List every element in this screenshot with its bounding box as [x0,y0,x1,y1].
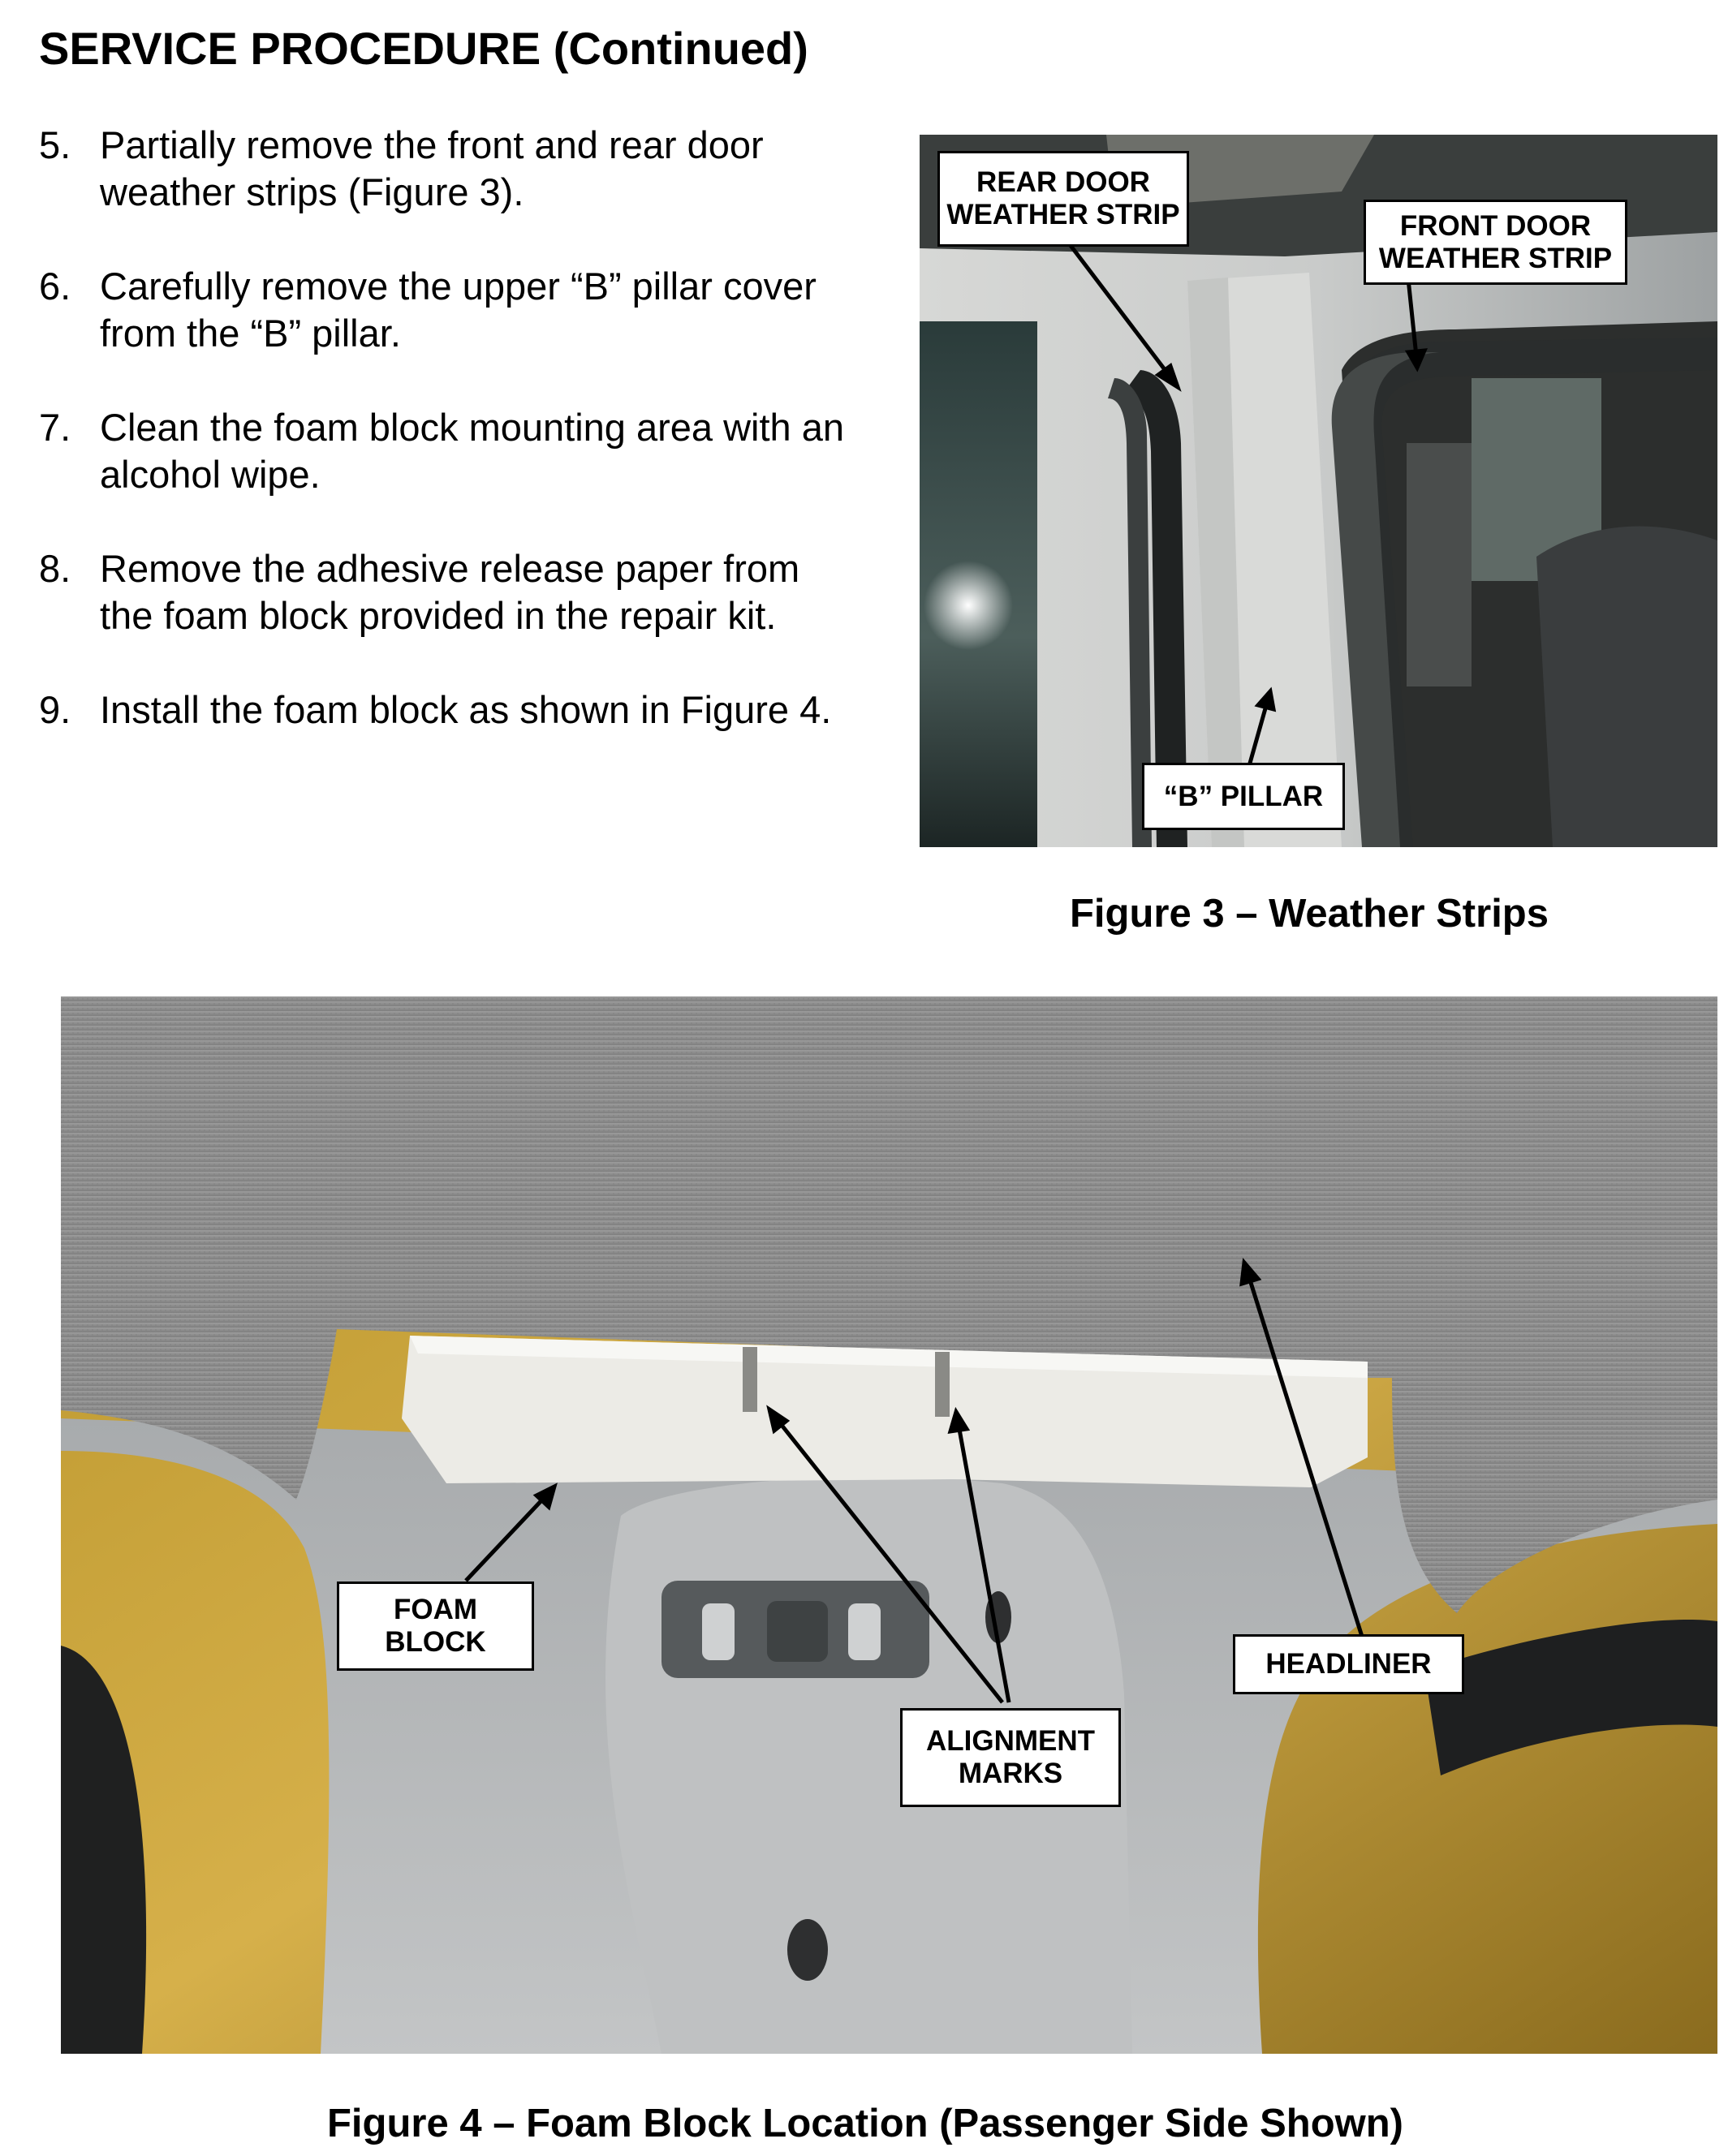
step-item [39,263,859,357]
callout-text: WEATHER STRIP [1378,242,1613,274]
step-text: Carefully remove the upper “B” pillar cover from the “B” pillar. [100,265,817,355]
step-text: Install the foam block as shown in Figure 4. [100,688,832,731]
callout-text: BLOCK [385,1626,486,1658]
callout-text: REAR DOOR [976,166,1150,198]
callout-text: FOAM [393,1594,478,1625]
callout-text: MARKS [958,1758,1063,1789]
figure-3-caption: Figure 3 – Weather Strips [1070,892,1549,936]
step-item [39,404,859,498]
step-item [39,686,859,734]
callout-headliner [1233,1634,1464,1694]
page-title: SERVICE PROCEDURE (Continued) [39,23,808,74]
step-item [39,122,859,216]
step-number: 7. [39,406,71,449]
step-number: 5. [39,123,71,166]
callout-front-door-weather-strip [1364,200,1627,285]
callout-text: WEATHER STRIP [946,199,1180,230]
callout-text: HEADLINER [1265,1648,1432,1680]
callout-foam-block [337,1581,534,1671]
step-text: Clean the foam block mounting area with an alcohol wipe. [100,406,845,496]
procedure-steps [39,122,859,781]
callout-rear-door-weather-strip [937,151,1189,247]
step-number: 9. [39,688,71,731]
figure-4-caption: Figure 4 – Foam Block Location (Passenger Side Shown) [327,2102,1403,2145]
callout-text: ALIGNMENT [925,1725,1096,1757]
callout-text: “B” PILLAR [1163,780,1324,812]
step-number: 6. [39,265,71,308]
figure-3-photo [920,135,1717,847]
step-number: 8. [39,547,71,590]
callout-b-pillar [1142,763,1345,830]
figure-4-photo [61,996,1717,2054]
step-text: Partially remove the front and rear door weather strips (Figure 3). [100,123,764,213]
callout-text: FRONT DOOR [1399,209,1592,242]
step-item [39,545,859,639]
callout-alignment-marks [900,1708,1121,1807]
step-text: Remove the adhesive release paper from the foam block provided in the repair kit. [100,547,800,637]
foam-block-illustration [61,996,1717,2054]
